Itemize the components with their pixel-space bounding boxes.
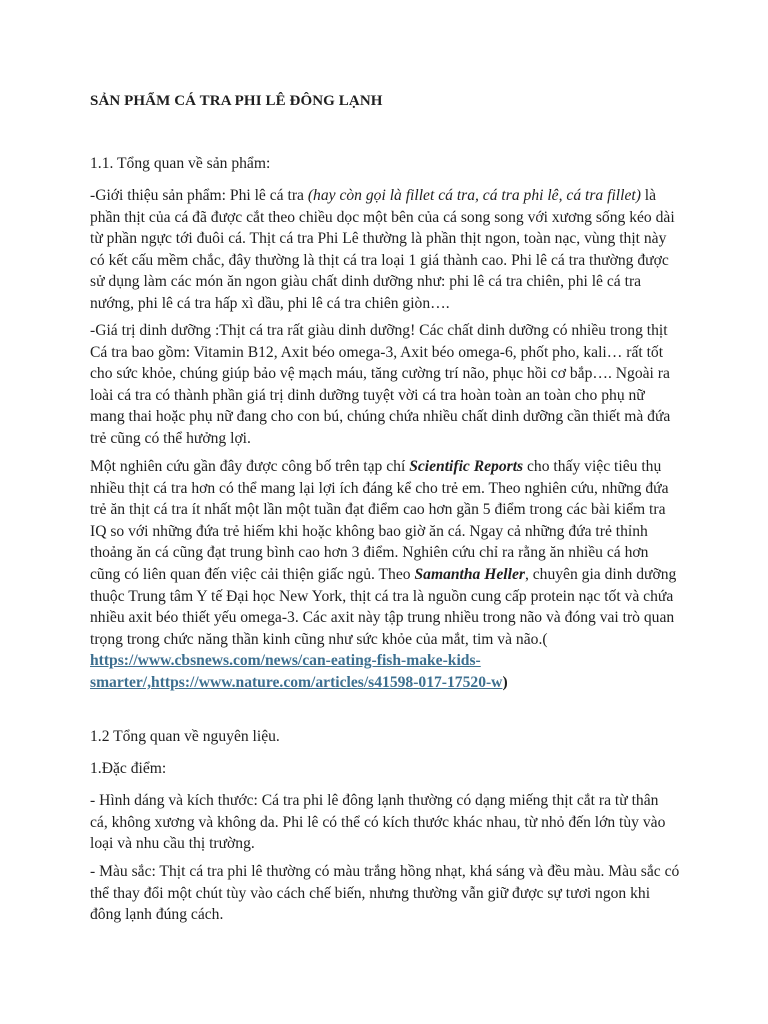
paragraph-shape-size: - Hình dáng và kích thước: Cá tra phi lê đông lạnh thường có dạng miếng thịt cắt ra từ thân cá, không xương và không da. Phi lê có thể có kích thước khác nhau, từ nhỏ đến lớn tùy vào loại và nhu cầu thị trường. (90, 792, 666, 853)
expert-name: Samantha Heller (414, 565, 525, 583)
research-part4: ) (502, 673, 508, 691)
section-heading-1-2: 1.2 Tổng quan về nguyên liệu. (90, 728, 280, 745)
intro-italic: (hay còn gọi là fillet cá tra, cá tra phi lê, cá tra fillet) (307, 187, 641, 204)
research-part1: Một nghiên cứu gần đây được công bố trên tạp chí (90, 458, 410, 475)
reference-links[interactable]: https://www.cbsnews.com/news/can-eating-fish-make-kids-smarter/,https://www.nature.com/articles/s41598-017-17520-w (90, 652, 503, 691)
document-title: SẢN PHẨM CÁ TRA PHI LÊ ĐÔNG LẠNH (90, 93, 383, 109)
intro-prefix: -Giới thiệu sản phẩm: Phi lê cá tra (90, 187, 308, 204)
subsection-heading-characteristics: 1.Đặc điểm: (90, 760, 167, 777)
intro-suffix: là phần thịt của cá đã được cắt theo chiều dọc một bên của cá song song với xương sống kéo dài từ phần ngực tới đuôi cá. Thịt cá tra Phi Lê thường là phần thịt ngon, toàn nạc, vùng thịt này có kết cấu mềm chắc, đây thường là thịt cá tra loại 1 giá thành cao. Phi lê cá tra thường được sử dụng làm các món ăn ngon giàu chất dinh dưỡng như: phi lê cá tra chiên, phi lê cá tra nướng, phi lê cá tra hấp xì dầu, phi lê cá tra chiên giòn…. (90, 187, 675, 312)
paragraph-color: - Màu sắc: Thịt cá tra phi lê thường có màu trắng hồng nhạt, khá sáng và đều màu. Màu sắc có thể thay đổi một chút tùy vào cách chế biến, nhưng thường vẫn giữ được sự tươi ngon khi đông lạnh đúng cách. (90, 863, 680, 924)
research-part2: cho thấy việc tiêu thụ nhiều thịt cá tra hơn có thể mang lại lợi ích đáng kể cho trẻ em. Theo nghiên cứu, những đứa trẻ ăn thịt cá tra ít nhất một lần một tuần đạt điểm cao hơn gần 5 điểm trong các bài kiểm tra IQ so với những đứa trẻ hiếm khi hoặc không bao giờ ăn cá. Ngay cả những đứa trẻ thỉnh thoảng ăn cá cũng đạt trung bình cao hơn 3 điểm. Nghiên cứu chỉ ra rằng ăn nhiều cá hơn cũng có liên quan đến việc cải thiện giấc ngủ. Theo (90, 458, 669, 583)
paragraph-intro (90, 185, 680, 315)
paragraph-research (90, 456, 680, 694)
journal-name: Scientific Reports (409, 458, 524, 475)
paragraph-nutrition: -Giá trị dinh dưỡng :Thịt cá tra rất giàu dinh dưỡng! Các chất dinh dưỡng có nhiều trong thịt Cá tra bao gồm: Vitamin B12, Axit béo omega-3, Axit béo omega-6, phốt pho, kali… rất tốt cho sức khỏe, chúng giúp bảo vệ mạch máu, tăng cường trí não, phục hồi cơ bắp…. Ngoài ra loài cá tra có thành phần giá trị dinh dưỡng tuyệt vời cá tra hoàn toàn an toàn cho phụ nữ mang thai hoặc phụ nữ đang cho con bú, chúng chứa nhiều chất dinh dưỡng cần thiết mà đứa trẻ cũng có thể hưởng lợi. (90, 322, 671, 447)
research-part3: , chuyên gia dinh dưỡng thuộc Trung tâm Y tế Đại học New York, thịt cá tra là nguồn cung cấp protein nạc tốt và chứa nhiều axit béo thiết yếu omega-3. Các axit này tập trung nhiều trong não và đóng vai trò quan trọng trong chức năng thần kinh cũng như sức khỏe của mắt, tim và não.( (90, 565, 677, 648)
section-heading-1-1: 1.1. Tổng quan về sản phẩm: (90, 155, 271, 172)
